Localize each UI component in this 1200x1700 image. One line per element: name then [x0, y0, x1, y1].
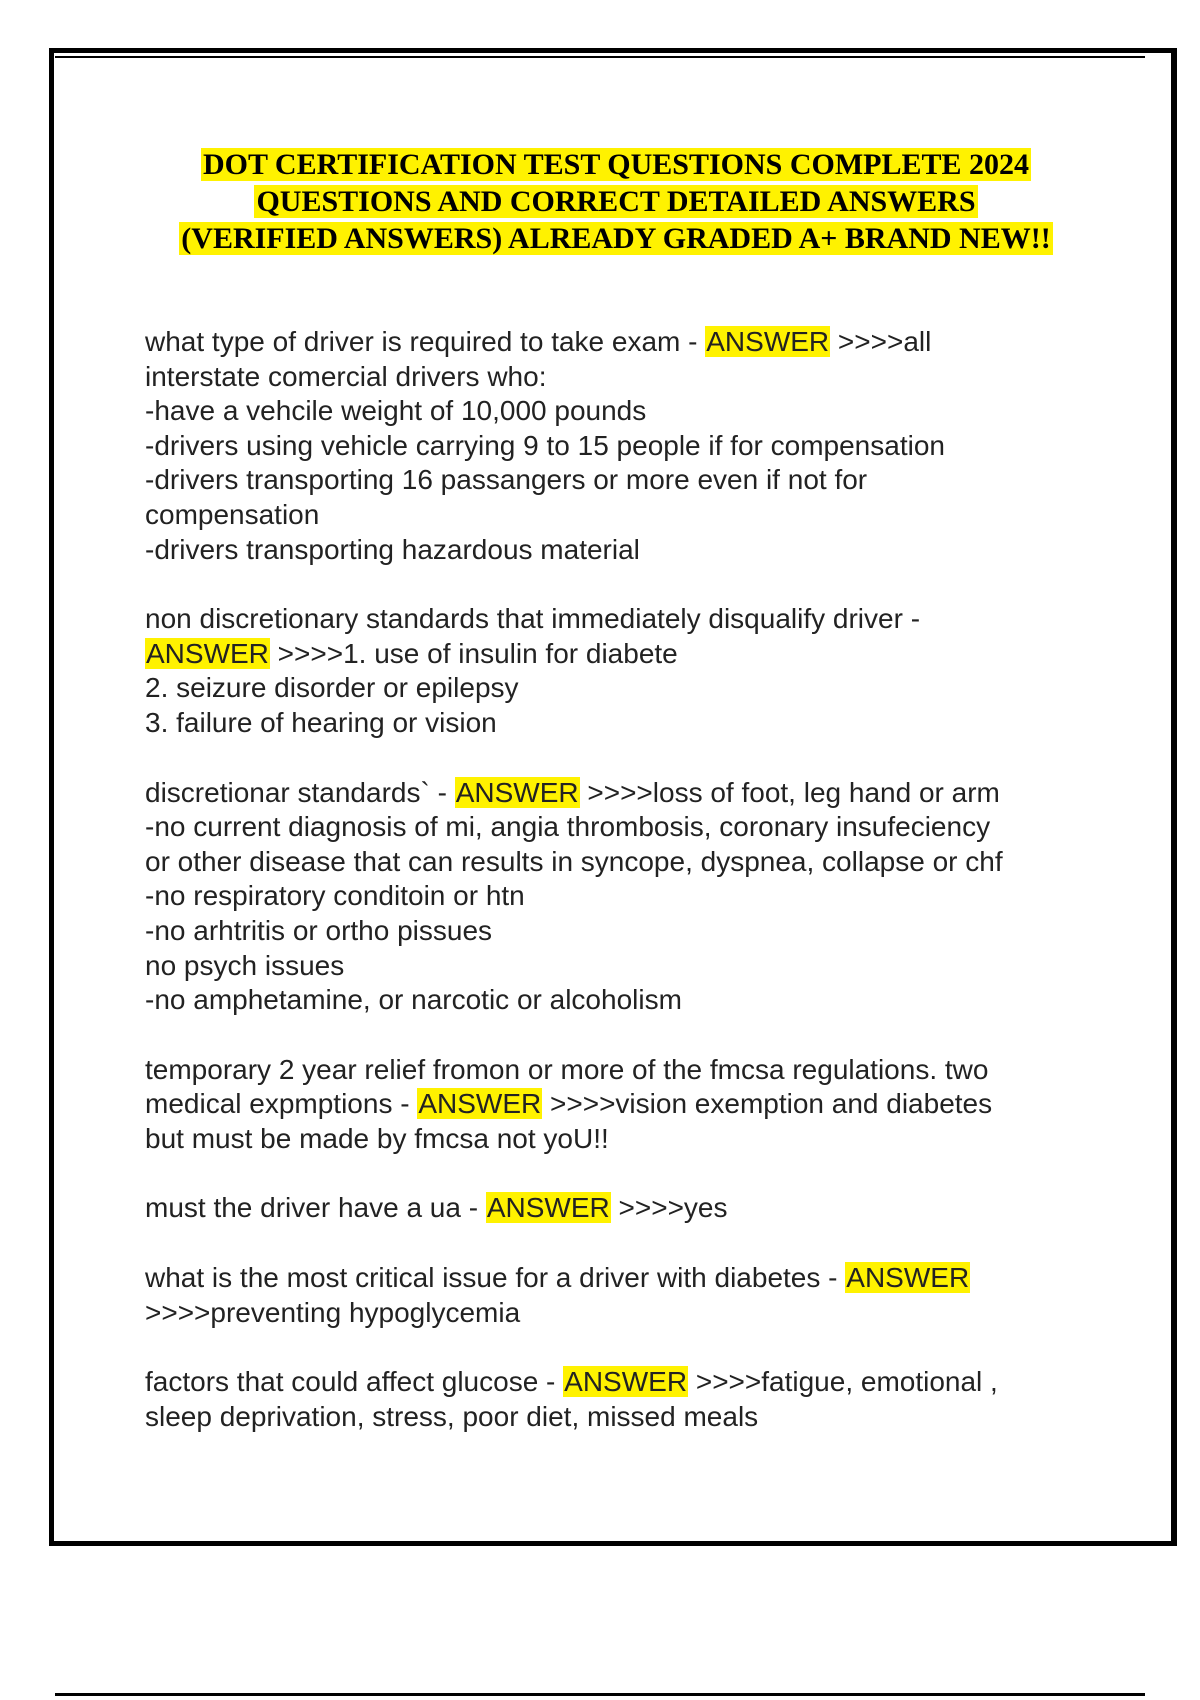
qa-item — [145, 1191, 1105, 1226]
answer-line: -no current diagnosis of mi, angia thrombosis, coronary insufeciency — [145, 811, 991, 843]
answer-line: -drivers using vehicle carrying 9 to 15 people if for compensation — [145, 429, 945, 461]
bottom-rule — [55, 1693, 1145, 1696]
qa-item — [145, 602, 1105, 740]
answer-line: interstate comercial drivers who: — [145, 360, 547, 392]
question-text: what is the most critical issue for a driver with diabetes - — [145, 1262, 846, 1294]
answer-line: 3. failure of hearing or vision — [145, 706, 497, 738]
top-rule — [55, 56, 1145, 58]
question-text: discretionar standards` - — [145, 776, 455, 808]
question-line — [145, 1365, 1105, 1400]
answer-label: ANSWER — [846, 1262, 970, 1294]
answer-line: but must be made by fmcsa not yoU!! — [145, 1122, 609, 1154]
answer-line: -no amphetamine, or narcotic or alcoholism — [145, 984, 682, 1016]
qa-item — [145, 1261, 1105, 1330]
answer-label: ANSWER — [455, 776, 579, 808]
question-text: temporary 2 year relief fromon or more of the fmcsa regulations. two — [145, 1053, 989, 1085]
answer-text: >>>>1. use of insulin for diabete — [269, 637, 678, 669]
answer-line: -no arhtritis or ortho pissues — [145, 914, 493, 946]
qa-item — [145, 776, 1105, 1018]
question-text: factors that could affect glucose - — [145, 1366, 564, 1398]
qa-item — [145, 325, 1105, 567]
answer-line: compensation — [145, 498, 320, 530]
qa-item — [145, 1053, 1105, 1157]
answer-label: ANSWER — [486, 1192, 610, 1224]
answer-text: >>>>yes — [610, 1192, 728, 1224]
answer-line: >>>>preventing hypoglycemia — [145, 1296, 521, 1328]
question-text: medical expmptions - — [145, 1088, 418, 1120]
answer-text: >>>>vision exemption and diabetes — [542, 1088, 993, 1120]
qa-item — [145, 1365, 1105, 1434]
answer-line: -drivers transporting hazardous material — [145, 533, 640, 565]
answer-text: >>>>fatigue, emotional , — [688, 1366, 998, 1398]
answer-line: -have a vehcile weight of 10,000 pounds — [145, 395, 647, 427]
title-line: QUESTIONS AND CORRECT DETAILED ANSWERS — [256, 185, 976, 218]
qa-content — [145, 325, 1105, 1469]
question-text: non discretionary standards that immediately disqualify driver - — [145, 603, 921, 635]
question-text: what type of driver is required to take exam - — [145, 326, 706, 357]
answer-line: no psych issues — [145, 949, 345, 981]
answer-label: ANSWER — [706, 326, 830, 357]
answer-line: 2. seizure disorder or epilepsy — [145, 672, 519, 704]
question-line — [145, 1087, 1105, 1122]
document-title — [90, 146, 1142, 257]
answer-line: -no respiratory conditoin or htn — [145, 880, 525, 912]
answer-text: >>>>loss of foot, leg hand or arm — [579, 776, 1000, 808]
question-text: must the driver have a ua - — [145, 1192, 486, 1224]
question-line — [145, 325, 1105, 360]
question-line — [145, 1191, 1105, 1226]
title-line: (VERIFIED ANSWERS) ALREADY GRADED A+ BRAND NEW!! — [181, 222, 1051, 255]
answer-label: ANSWER — [146, 637, 269, 669]
answer-line: sleep deprivation, stress, poor diet, missed meals — [145, 1400, 759, 1432]
answer-line: -drivers transporting 16 passangers or more even if not for — [145, 464, 868, 496]
answer-text: >>>>all — [830, 326, 932, 357]
answer-label: ANSWER — [564, 1366, 688, 1398]
answer-line — [145, 637, 1105, 672]
question-line — [145, 1261, 1105, 1296]
answer-label: ANSWER — [418, 1088, 542, 1120]
title-line: DOT CERTIFICATION TEST QUESTIONS COMPLETE 2024 — [202, 148, 1030, 181]
answer-line: or other disease that can results in syncope, dyspnea, collapse or chf — [145, 845, 1003, 877]
question-line — [145, 776, 1105, 811]
